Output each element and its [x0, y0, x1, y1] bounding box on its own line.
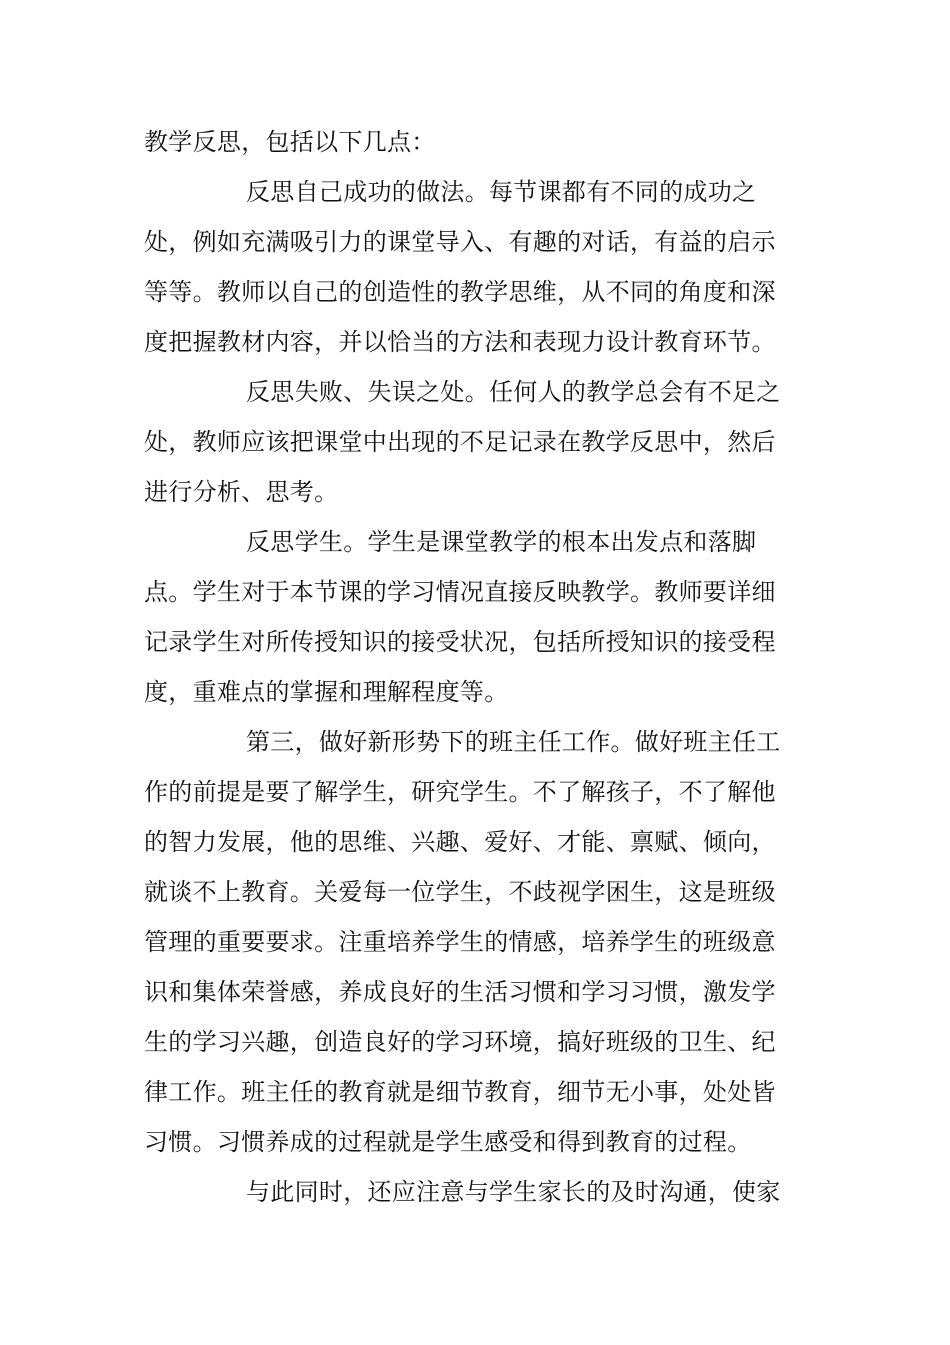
- text-line-18: 识和集体荣誉感，养成良好的生活习惯和学习习惯，激发学: [144, 978, 776, 1006]
- text-line-21: 习惯。习惯养成的过程就是学生感受和得到教育的过程。: [144, 1128, 752, 1156]
- text-line-1: 教学反思，包括以下几点：: [144, 128, 436, 156]
- text-line-14: 作的前提是要了解学生，研究学生。不了解孩子，不了解他: [144, 778, 776, 806]
- text-line-20: 律工作。班主任的教育就是细节教育，细节无小事，处处皆: [144, 1078, 776, 1106]
- text-line-22: 与此同时，还应注意与学生家长的及时沟通，使家: [246, 1178, 781, 1206]
- text-line-16: 就谈不上教育。关爱每一位学生，不歧视学困生，这是班级: [144, 878, 776, 906]
- text-line-7: 处，教师应该把课堂中出现的不足记录在教学反思中，然后: [144, 428, 776, 456]
- text-line-8: 进行分析、思考。: [144, 478, 339, 506]
- text-line-17: 管理的重要要求。注重培养学生的情感，培养学生的班级意: [144, 928, 776, 956]
- text-line-3: 处，例如充满吸引力的课堂导入、有趣的对话，有益的启示: [144, 228, 776, 256]
- text-line-13: 第三，做好新形势下的班主任工作。做好班主任工: [246, 728, 781, 756]
- text-line-9: 反思学生。学生是课堂教学的根本出发点和落脚: [246, 528, 757, 556]
- text-line-11: 记录学生对所传授知识的接受状况，包括所授知识的接受程: [144, 628, 776, 656]
- text-line-12: 度，重难点的掌握和理解程度等。: [144, 678, 509, 706]
- text-line-10: 点。学生对于本节课的学习情况直接反映教学。教师要详细: [144, 578, 776, 606]
- text-line-5: 度把握教材内容，并以恰当的方法和表现力设计教育环节。: [144, 328, 776, 356]
- text-line-15: 的智力发展，他的思维、兴趣、爱好、才能、禀赋、倾向，: [144, 828, 776, 856]
- text-line-4: 等等。教师以自己的创造性的教学思维，从不同的角度和深: [144, 278, 776, 306]
- text-line-2: 反思自己成功的做法。每节课都有不同的成功之: [246, 178, 757, 206]
- text-line-19: 生的学习兴趣，创造良好的学习环境，搞好班级的卫生、纪: [144, 1028, 776, 1056]
- text-line-6: 反思失败、失误之处。任何人的教学总会有不足之: [246, 378, 781, 406]
